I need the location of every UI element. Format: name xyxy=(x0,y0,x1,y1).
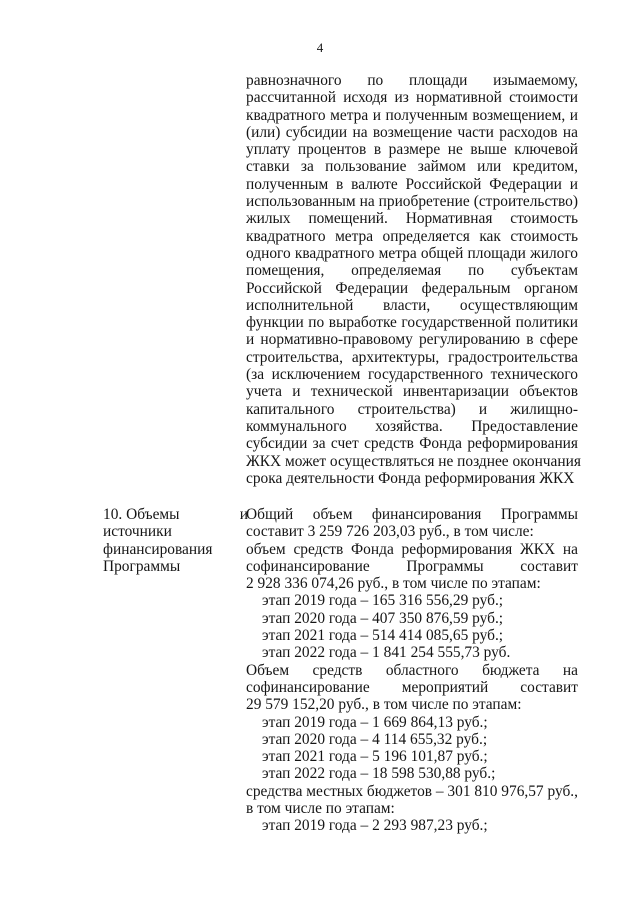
section-10-label-line: Программы xyxy=(103,557,181,575)
text-line: софинансирование мероприятий составит xyxy=(246,678,578,696)
text-line: использованным на приобретение (строительство) xyxy=(246,193,578,211)
text-line: функции по выработке государственной политики xyxy=(246,314,578,332)
text-line: срока деятельности Фонда реформирования ЖКХ xyxy=(246,469,575,487)
page-number: 4 xyxy=(316,40,324,55)
text-line: и нормативно-правовому регулированию в сфере xyxy=(246,331,578,349)
text-line: полученным в валюте Российской Федерации и xyxy=(246,175,578,193)
text-line: средства местных бюджетов – 301 810 976,57 руб., xyxy=(246,782,578,800)
text-line: уплату процентов в размере не выше ключевой xyxy=(246,141,578,159)
section-10-label-first-line xyxy=(103,506,248,523)
text-line: софинансирование Программы составит xyxy=(246,557,578,575)
text-line: этап 2020 года – 407 350 876,59 руб.; xyxy=(262,609,504,627)
text-line: этап 2019 года – 165 316 556,29 руб.; xyxy=(262,592,504,610)
text-line: помещения, определяемая по субъектам xyxy=(246,262,578,280)
text-line: строительства, архитектуры, градостроительства xyxy=(246,348,578,366)
text-line: коммунального хозяйства. Предоставление xyxy=(246,417,578,435)
text-line: ставки за пользование займом или кредитом, xyxy=(246,158,578,176)
text-line: Объем средств областного бюджета на xyxy=(246,661,578,679)
section-10-label-title: 10. Объемы xyxy=(103,506,180,523)
text-line: одного квадратного метра общей площади жилого xyxy=(246,244,578,262)
text-line: этап 2021 года – 5 196 101,87 руб.; xyxy=(262,748,488,766)
text-line: равнозначного по площади изымаемому, xyxy=(246,72,578,89)
section-10-label-and: и xyxy=(239,506,248,523)
text-line: этап 2022 года – 18 598 530,88 руб.; xyxy=(262,765,496,783)
text-line: (за исключением государственного технического xyxy=(246,366,578,384)
text-line: капитального строительства) и жилищно- xyxy=(246,400,578,418)
section-10-label-line: источники xyxy=(103,523,172,541)
section-10-label-line: финансирования xyxy=(103,540,213,558)
text-line: учета и технической инвентаризации объектов xyxy=(246,383,578,401)
text-line: 29 579 152,20 руб., в том числе по этапам: xyxy=(246,696,522,714)
text-line: рассчитанной исходя из нормативной стоимости xyxy=(246,89,578,107)
text-line: составит 3 259 726 203,03 руб., в том числе: xyxy=(246,523,534,541)
text-line: этап 2019 года – 2 293 987,23 руб.; xyxy=(262,817,488,835)
section-10-label xyxy=(103,506,248,575)
text-line: этап 2019 года – 1 669 864,13 руб.; xyxy=(262,713,488,731)
continued-paragraph xyxy=(246,72,581,487)
text-line: этап 2022 года – 1 841 254 555,73 руб. xyxy=(262,644,511,662)
text-line: этап 2021 года – 514 414 085,65 руб.; xyxy=(262,627,504,645)
text-line: квадратного метра и полученным возмещением, и xyxy=(246,106,578,124)
text-line: исполнительной власти, осуществляющим xyxy=(246,296,578,314)
text-line: объем средств Фонда реформирования ЖКХ на xyxy=(246,540,578,558)
text-line: в том числе по этапам: xyxy=(246,800,395,818)
text-line: (или) субсидии на возмещение части расходов на xyxy=(246,123,578,141)
text-line: жилых помещений. Нормативная стоимость xyxy=(246,210,578,228)
text-line: Российской Федерации федеральным органом xyxy=(246,279,578,297)
text-line: ЖКХ может осуществляться не позднее окончания xyxy=(246,452,581,470)
text-line: 2 928 336 074,26 руб., в том числе по этапам: xyxy=(246,575,541,593)
text-line: этап 2020 года – 4 114 655,32 руб.; xyxy=(262,730,488,748)
text-line: субсидии за счет средств Фонда реформирования xyxy=(246,435,578,453)
text-line: квадратного метра определяется как стоимость xyxy=(246,227,578,245)
text-line: Общий объем финансирования Программы xyxy=(246,506,578,523)
section-10-financing-text xyxy=(246,506,578,835)
